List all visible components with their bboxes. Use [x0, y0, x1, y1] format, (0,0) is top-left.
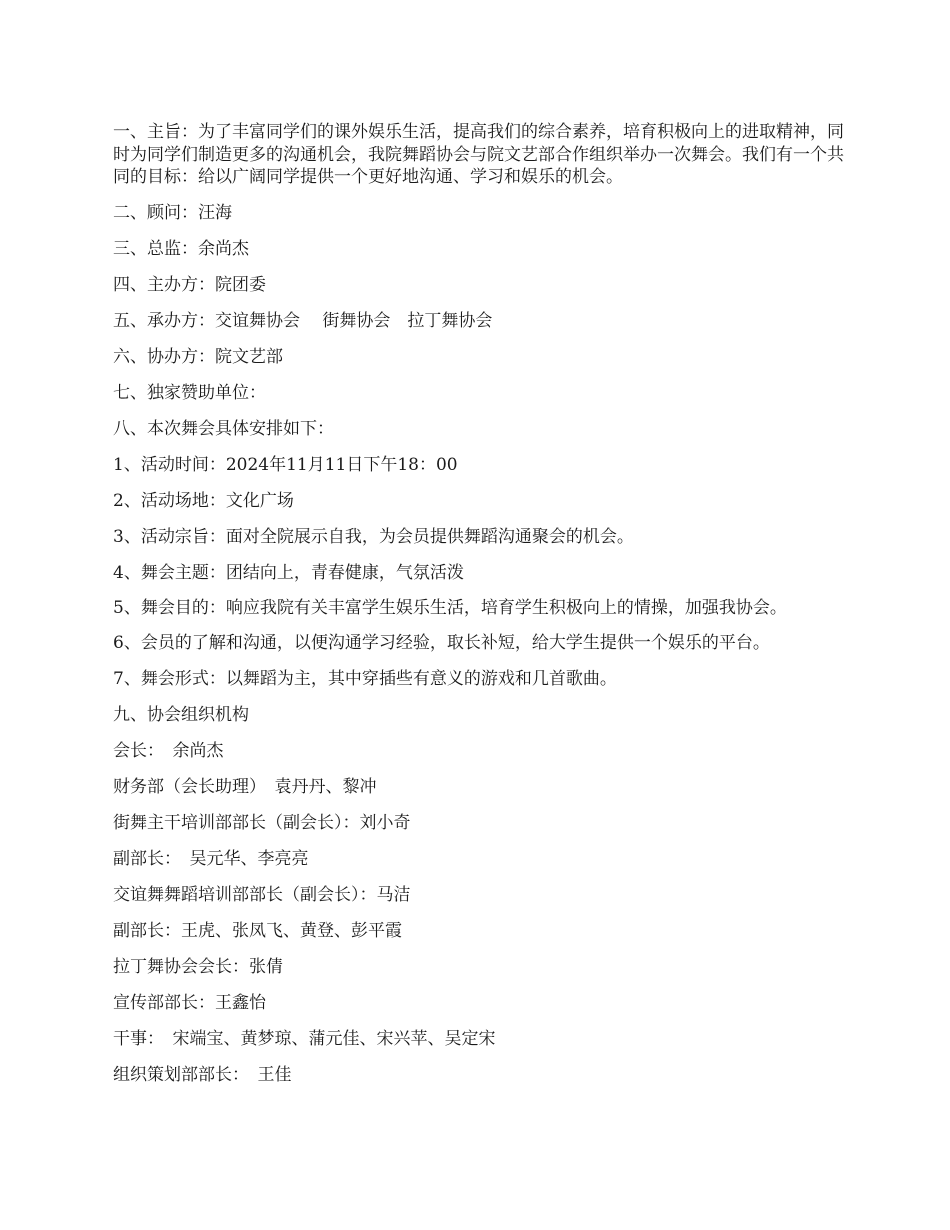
- paragraph-host: 四、主办方：院团委: [113, 274, 266, 295]
- paragraph-co-organizer: 六、协办方：院文艺部: [113, 346, 283, 367]
- paragraph-advisor: 二、顾问：汪海: [113, 202, 232, 223]
- paragraph-ballroom-head: 交谊舞舞蹈培训部部长（副会长）：马洁: [113, 885, 411, 905]
- paragraph-arrangement-heading: 八、本次舞会具体安排如下：: [113, 418, 334, 439]
- paragraph-format: 7、舞会形式：以舞蹈为主，其中穿插些有意义的游戏和几首歌曲。: [113, 669, 617, 689]
- paragraph-publicity-head: 宣传部部长：王鑫怡: [113, 993, 266, 1013]
- paragraph-aim: 3、活动宗旨：面对全院展示自我，为会员提供舞蹈沟通聚会的机会。: [113, 526, 634, 547]
- paragraph-ballroom-deputy: 副部长：王虎、张凤飞、黄登、彭平霞: [113, 921, 402, 941]
- paragraph-staff: 干事： 宋端宝、黄梦琼、蒲元佳、宋兴苹、吴定宋: [113, 1029, 496, 1049]
- paragraph-latin-president: 拉丁舞协会会长：张倩: [113, 957, 283, 977]
- paragraph-venue: 2、活动场地：文化广场: [113, 490, 294, 511]
- paragraph-theme: 4、舞会主题：团结向上，青春健康，气氛活泼: [113, 562, 464, 583]
- paragraph-finance: 财务部（会长助理） 袁丹丹、黎冲: [113, 777, 377, 797]
- paragraph-communication: 6、会员的了解和沟通，以便沟通学习经验，取长补短，给大学生提供一个娱乐的平台。: [113, 633, 770, 653]
- paragraph-planning-head: 组织策划部部长： 王佳: [113, 1065, 292, 1085]
- paragraph-sponsor: 七、独家赞助单位：: [113, 382, 266, 403]
- paragraph-purpose: 一、主旨：为了丰富同学们的课外娱乐生活，提高我们的综合素养，培育积极向上的进取精神，同时为同学们制造更多的沟通机会，我院舞蹈协会与院文艺部合作组织举办一次舞会。我们有一个共同的目标：给以广阔同学提供一个更好地沟通、学习和娱乐的机会。: [113, 122, 844, 187]
- paragraph-president: 会长： 余尚杰: [113, 741, 224, 761]
- paragraph-structure-heading: 九、协会组织机构: [113, 705, 249, 725]
- paragraph-goal: 5、舞会目的：响应我院有关丰富学生娱乐生活，培育学生积极向上的情操，加强我协会。: [113, 597, 787, 618]
- paragraph-director: 三、总监：余尚杰: [113, 238, 249, 259]
- paragraph-organizer: 五、承办方：交谊舞协会 街舞协会 拉丁舞协会: [113, 310, 493, 331]
- document-body: [113, 121, 845, 1099]
- paragraph-time: 1、活动时间：2024年11月11日下午18：00: [113, 454, 458, 475]
- paragraph-street-dance-head: 街舞主干培训部部长（副会长）：刘小奇: [113, 813, 411, 833]
- paragraph-street-dance-deputy: 副部长： 吴元华、李亮亮: [113, 849, 309, 869]
